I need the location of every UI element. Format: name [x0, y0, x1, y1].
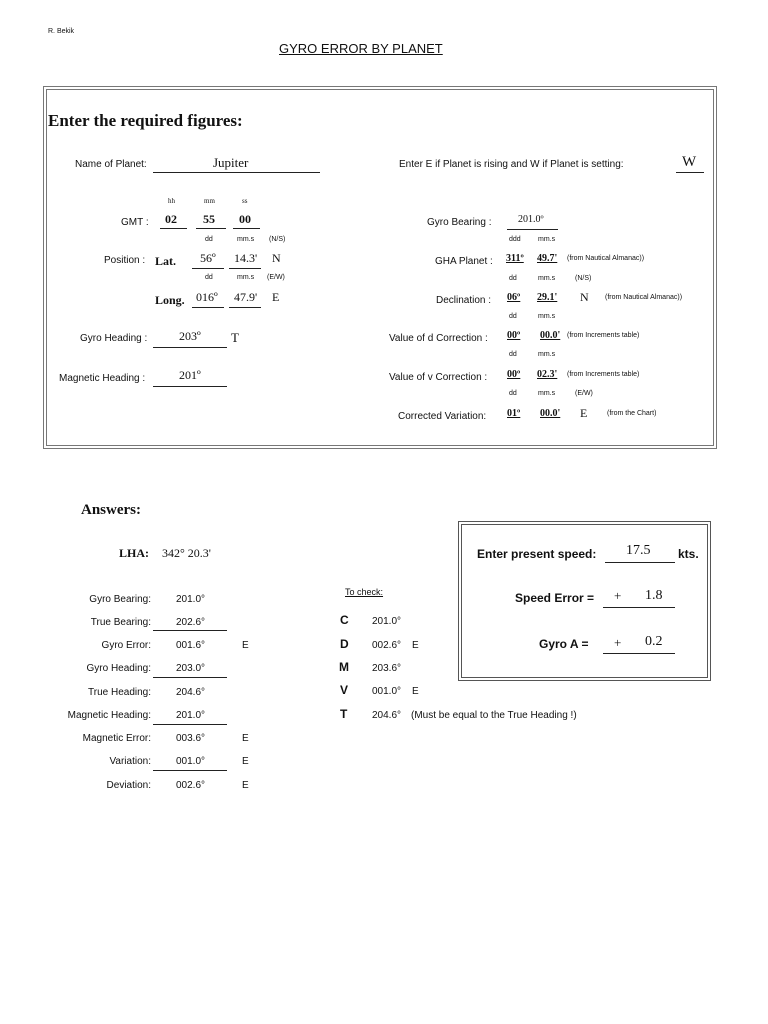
- lat-label: Lat.: [155, 254, 176, 268]
- ans-row-label: Magnetic Heading:: [67, 710, 151, 721]
- lha-value: 342° 20.3': [162, 546, 211, 560]
- unit-mms-4: mm.s: [538, 275, 556, 282]
- lat-deg-input[interactable]: 56º: [200, 251, 216, 265]
- gha-label: GHA Planet :: [435, 256, 493, 267]
- ans-row-suffix: E: [242, 640, 249, 651]
- ans-row-value: 204.6°: [176, 687, 206, 698]
- speed-unit: kts.: [678, 547, 699, 561]
- ans-underline-4: [153, 770, 227, 771]
- mag-heading-input[interactable]: 201º: [179, 368, 201, 382]
- ans-row-suffix: E: [242, 780, 249, 791]
- ew-prompt: Enter E if Planet is rising and W if Planet is setting:: [399, 159, 624, 170]
- speed-error-sign: +: [614, 588, 622, 603]
- input-frame: [43, 86, 717, 449]
- unit-dd: dd: [205, 236, 213, 243]
- ew-underline: [676, 172, 704, 173]
- check-letter: T: [340, 707, 348, 721]
- unit-mms: mm.s: [237, 236, 255, 243]
- long-deg-input[interactable]: 016º: [196, 290, 218, 304]
- unit-dd-5: dd: [509, 351, 517, 358]
- gyro-heading-label: Gyro Heading :: [80, 333, 148, 344]
- v-corr-deg-input[interactable]: 00º: [507, 369, 521, 380]
- unit-dd-6: dd: [509, 390, 517, 397]
- mag-heading-label: Magnetic Heading :: [59, 373, 146, 384]
- gmt-mm-header: mm: [204, 197, 215, 205]
- decl-note: (from Nautical Almanac)): [605, 294, 683, 301]
- planet-input[interactable]: Jupiter: [213, 155, 249, 170]
- gyro-heading-input[interactable]: 203º: [179, 329, 201, 343]
- position-label: Position :: [104, 255, 146, 266]
- check-heading: To check:: [345, 587, 384, 597]
- check-letter: M: [339, 660, 349, 674]
- var-dir-input[interactable]: E: [580, 406, 588, 420]
- ans-row-value: 202.6°: [176, 617, 206, 628]
- author-initials: R. Bekik: [48, 28, 75, 35]
- answers-heading: Answers:: [81, 502, 141, 518]
- unit-ddd: ddd: [509, 236, 521, 243]
- ans-row-value: 001.6°: [176, 640, 206, 651]
- gyro-a-value: 0.2: [645, 634, 663, 649]
- decl-min-input[interactable]: 29.1': [537, 292, 558, 303]
- ans-row-label: True Bearing:: [90, 617, 151, 628]
- check-value: 204.6°: [372, 710, 402, 721]
- check-value: 001.0°: [372, 686, 402, 697]
- unit-mms-3: mm.s: [538, 236, 556, 243]
- check-value: 203.6°: [372, 663, 402, 674]
- gyro-bearing-label: Gyro Bearing :: [427, 217, 492, 228]
- gyro-bearing-underline: [507, 229, 558, 230]
- lha-label: LHA:: [119, 546, 149, 560]
- input-heading: Enter the required figures:: [48, 111, 243, 130]
- gmt-label: GMT :: [121, 217, 149, 228]
- gha-min-input[interactable]: 49.7': [537, 253, 558, 264]
- ans-row-label: Gyro Heading:: [86, 663, 151, 674]
- d-corr-note: (from Increments table): [567, 332, 640, 339]
- planet-label: Name of Planet:: [75, 159, 147, 170]
- v-corr-min-input[interactable]: 02.3': [537, 369, 558, 380]
- unit-ns-2: (N/S): [575, 275, 592, 282]
- unit-mms-2: mm.s: [237, 274, 255, 281]
- v-corr-label: Value of v Correction :: [389, 372, 488, 383]
- check-value: 002.6°: [372, 640, 402, 651]
- ans-row-value: 201.0°: [176, 710, 206, 721]
- long-min-input[interactable]: 47.9': [234, 290, 258, 304]
- check-suffix: E: [412, 686, 419, 697]
- gmt-mm-underline: [196, 228, 226, 229]
- lat-min-input[interactable]: 14.3': [234, 251, 258, 265]
- unit-dd-4: dd: [509, 313, 517, 320]
- gyro-heading-underline: [153, 347, 227, 348]
- gyro-bearing-input[interactable]: 201.0º: [518, 214, 544, 225]
- planet-underline: [153, 172, 320, 173]
- ans-underline-3: [153, 724, 227, 725]
- unit-mms-7: mm.s: [538, 390, 556, 397]
- d-corr-label: Value of d Correction :: [389, 333, 488, 344]
- long-dir-input[interactable]: E: [272, 290, 280, 304]
- gmt-ss-header: ss: [242, 197, 248, 205]
- v-corr-note: (from Increments table): [567, 371, 640, 378]
- unit-ew-2: (E/W): [575, 390, 593, 397]
- gmt-ss-underline: [233, 228, 260, 229]
- speed-error-value: 1.8: [645, 588, 663, 603]
- gmt-mm-input[interactable]: 55: [203, 212, 215, 226]
- speed-label: Enter present speed:: [477, 547, 597, 561]
- ans-row-label: Gyro Bearing:: [89, 594, 151, 605]
- speed-error-underline: [603, 607, 675, 608]
- ans-row-label: Magnetic Error:: [82, 733, 151, 744]
- ans-row-value: 001.0°: [176, 756, 206, 767]
- d-corr-min-input[interactable]: 00.0': [540, 330, 561, 341]
- check-suffix: E: [412, 640, 419, 651]
- unit-mms-6: mm.s: [538, 351, 556, 358]
- speed-input[interactable]: 17.5: [626, 543, 651, 558]
- decl-deg-input[interactable]: 06º: [507, 292, 521, 303]
- lat-deg-underline: [192, 268, 224, 269]
- ans-row-value: 203.0°: [176, 663, 206, 674]
- mag-heading-underline: [153, 386, 227, 387]
- gyro-a-sign: +: [614, 635, 622, 650]
- unit-dd-3: dd: [509, 275, 517, 282]
- lat-min-underline: [229, 268, 261, 269]
- gmt-hh-header: hh: [168, 197, 175, 205]
- check-letter: V: [340, 683, 349, 697]
- check-letter: D: [340, 637, 349, 651]
- gyro-a-underline: [603, 653, 675, 654]
- ans-row-label: Deviation:: [106, 780, 151, 791]
- ans-row-value: 003.6°: [176, 733, 206, 744]
- ans-row-suffix: E: [242, 733, 249, 744]
- long-label: Long.: [155, 293, 185, 307]
- unit-ns: (N/S): [269, 236, 286, 243]
- ans-row-label: True Heading:: [88, 687, 151, 698]
- decl-dir-input[interactable]: N: [580, 290, 589, 304]
- long-deg-underline: [192, 307, 224, 308]
- ans-row-value: 002.6°: [176, 780, 206, 791]
- ans-row-label: Gyro Error:: [101, 640, 151, 651]
- gha-note: (from Nautical Almanac)): [567, 255, 645, 262]
- decl-label: Declination :: [436, 295, 492, 306]
- gmt-ss-input[interactable]: 00: [239, 212, 251, 226]
- speed-error-label: Speed Error =: [515, 591, 595, 605]
- ans-row-label: Variation:: [109, 756, 151, 767]
- ans-underline-1: [153, 630, 227, 631]
- var-min-input[interactable]: 00.0': [540, 408, 561, 419]
- var-label: Corrected Variation:: [398, 411, 487, 422]
- ans-row-value: 201.0°: [176, 594, 206, 605]
- d-corr-deg-input[interactable]: 00º: [507, 330, 521, 341]
- unit-mms-5: mm.s: [538, 313, 556, 320]
- page-title: GYRO ERROR BY PLANET: [279, 41, 443, 56]
- gmt-hh-underline: [160, 228, 187, 229]
- gyro-heading-suffix: T: [231, 330, 239, 345]
- long-min-underline: [229, 307, 261, 308]
- gyro-a-label: Gyro A =: [539, 637, 589, 651]
- check-value: 201.0°: [372, 616, 402, 627]
- var-deg-input[interactable]: 01º: [507, 408, 521, 419]
- lat-dir-input[interactable]: N: [272, 251, 281, 265]
- gmt-hh-input[interactable]: 02: [165, 212, 177, 226]
- check-letter: C: [340, 613, 349, 627]
- ans-row-suffix: E: [242, 756, 249, 767]
- var-note: (from the Chart): [607, 410, 657, 417]
- gha-deg-input[interactable]: 311º: [506, 253, 524, 264]
- unit-dd-2: dd: [205, 274, 213, 281]
- check-note: (Must be equal to the True Heading !): [411, 710, 577, 721]
- speed-underline: [605, 562, 675, 563]
- ew-input[interactable]: W: [682, 154, 697, 170]
- unit-ew: (E/W): [267, 274, 285, 281]
- ans-underline-2: [153, 677, 227, 678]
